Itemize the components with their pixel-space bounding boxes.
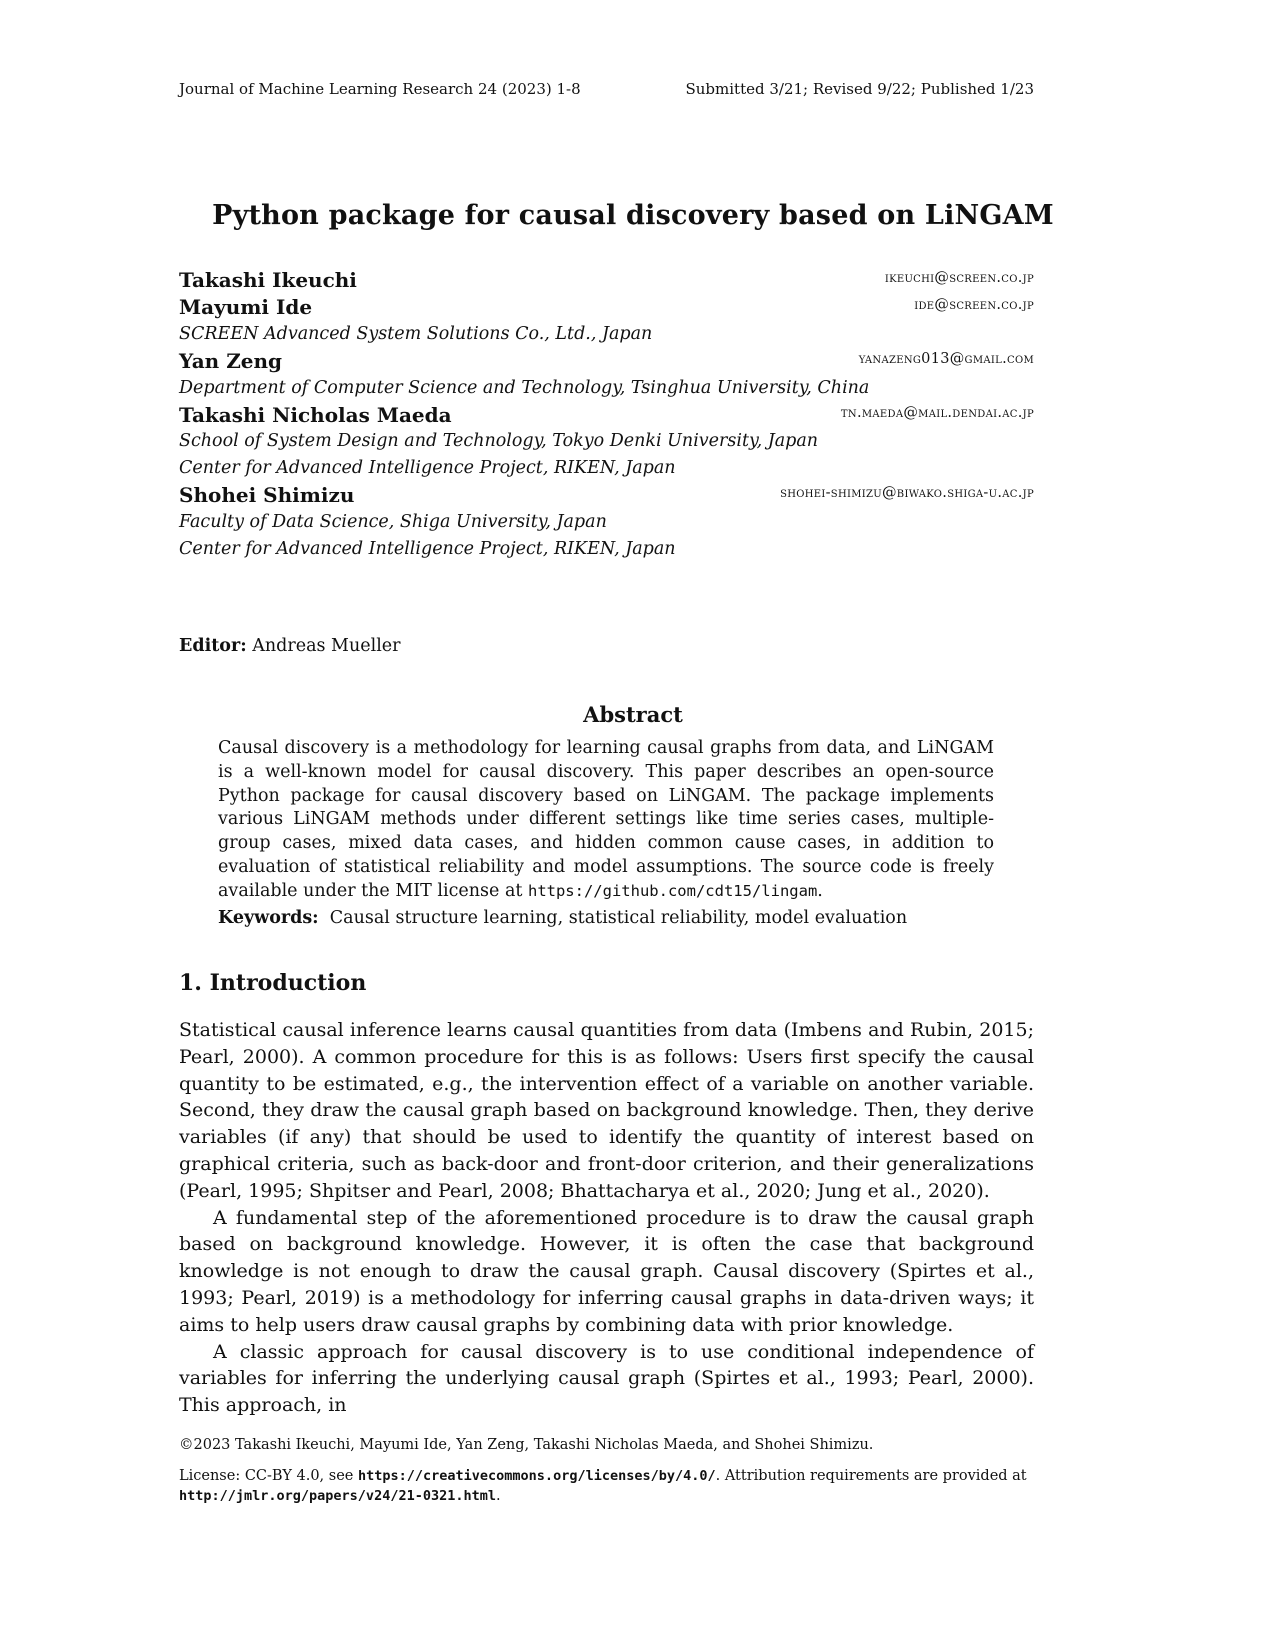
author-email[interactable]: yanazeng013@gmail.com [858,351,1034,367]
running-header-dates: Submitted 3/21; Revised 9/22; Published 1/23 [685,80,1034,98]
author-name: Takashi Ikeuchi ikeuchi@screen.co.jp [179,268,1034,292]
author-email[interactable]: shohei-shimizu@biwako.shiga-u.ac.jp [780,485,1034,501]
paper-title: Python package for causal discovery based on LiNGAM [212,200,1054,231]
section-heading-introduction: 1. Introduction [179,970,367,996]
author-affiliation: Center for Advanced Intelligence Project, RIKEN, Japan [179,458,676,478]
abstract-text: Causal discovery is a methodology for learning causal graphs from data, and LiNGAM is a well-known model for causal discovery. This paper describes an open-source Python package for causal discovery based on LiNGAM. The package implements various LiNGAM methods under different settings like time series cases, multiple-group cases, mixed data cases, and hidden common cause cases, in addition to evaluation of statistical reliability and model assumptions. The source code is freely available under the MIT license at https://github.com/cdt15/lingam. [218,738,994,901]
author-name: Yan Zeng yanazeng013@gmail.com [179,349,1034,373]
repo-link[interactable]: https://github.com/cdt15/lingam [527,881,818,900]
keywords: Keywords: Causal structure learning, statistical reliability, model evaluation [218,908,908,928]
running-header-journal: Journal of Machine Learning Research 24 (2023) 1-8 [179,80,581,98]
paragraph: A classic approach for causal discovery is to use conditional independence of variables for inferring the underlying causal graph (Spirtes et al., 1993; Pearl, 2000). This approach, in [179,1340,1034,1417]
license-link[interactable]: https://creativecommons.org/licenses/by/4.0/ [358,1468,716,1484]
author-affiliation: Center for Advanced Intelligence Project, RIKEN, Japan [179,539,676,559]
author-affiliation: Department of Computer Science and Technology, Tsinghua University, China [179,378,870,398]
paragraph: Statistical causal inference learns causal quantities from data (Imbens and Rubin, 2015; Pearl, 2000). A common procedure for this is as follows: Users first specify the causal quantity to be estimated, e.g., the intervention effect of a variable on another variable. Second, they draw the causal graph based on background knowledge. Then, they derive variables (if any) that should be used to identify the quantity of interest based on graphical criteria, such as back-door and front-door criterion, and their generalizations (Pearl, 1995; Shpitser and Pearl, 2008; Bhattacharya et al., 2020; Jung et al., 2020). [179,1019,1034,1202]
author-affiliation: Faculty of Data Science, Shiga University, Japan [179,512,607,532]
attribution-link[interactable]: http://jmlr.org/papers/v24/21-0321.html [179,1488,496,1504]
author-name: Mayumi Ide ide@screen.co.jp [179,295,1034,319]
author-name: Shohei Shimizu shohei-shimizu@biwako.shiga-u.ac.jp [179,483,1034,507]
paragraph: A fundamental step of the aforementioned procedure is to draw the causal graph based on background knowledge. However, it is often the case that background knowledge is not enough to draw the causal graph. Causal discovery (Spirtes et al., 1993; Pearl, 2019) is a methodology for inferring causal graphs in data-driven ways; it aims to help users draw causal graphs by combining data with prior knowledge. [179,1206,1034,1336]
author-affiliation: SCREEN Advanced System Solutions Co., Ltd., Japan [179,324,653,344]
abstract-heading: Abstract [583,702,683,727]
author-name: Takashi Nicholas Maeda tn.maeda@mail.dendai.ac.jp [179,403,1034,427]
author-affiliation: School of System Design and Technology, Tokyo Denki University, Japan [179,431,819,451]
editor-line: Editor: Andreas Mueller [179,636,401,656]
copyright-notice: ©2023 Takashi Ikeuchi, Mayumi Ide, Yan Zeng, Takashi Nicholas Maeda, and Shohei Shimizu. [179,1437,874,1453]
author-email[interactable]: ikeuchi@screen.co.jp [884,270,1034,286]
author-email[interactable]: ide@screen.co.jp [914,297,1034,313]
introduction-body [179,1017,1034,1419]
license-notice: License: CC-BY 4.0, see https://creativecommons.org/licenses/by/4.0/. Attribution requirements are provided at http://jmlr.org/papers/v24/21-0321.html. [179,1468,1027,1504]
author-email[interactable]: tn.maeda@mail.dendai.ac.jp [840,405,1034,421]
